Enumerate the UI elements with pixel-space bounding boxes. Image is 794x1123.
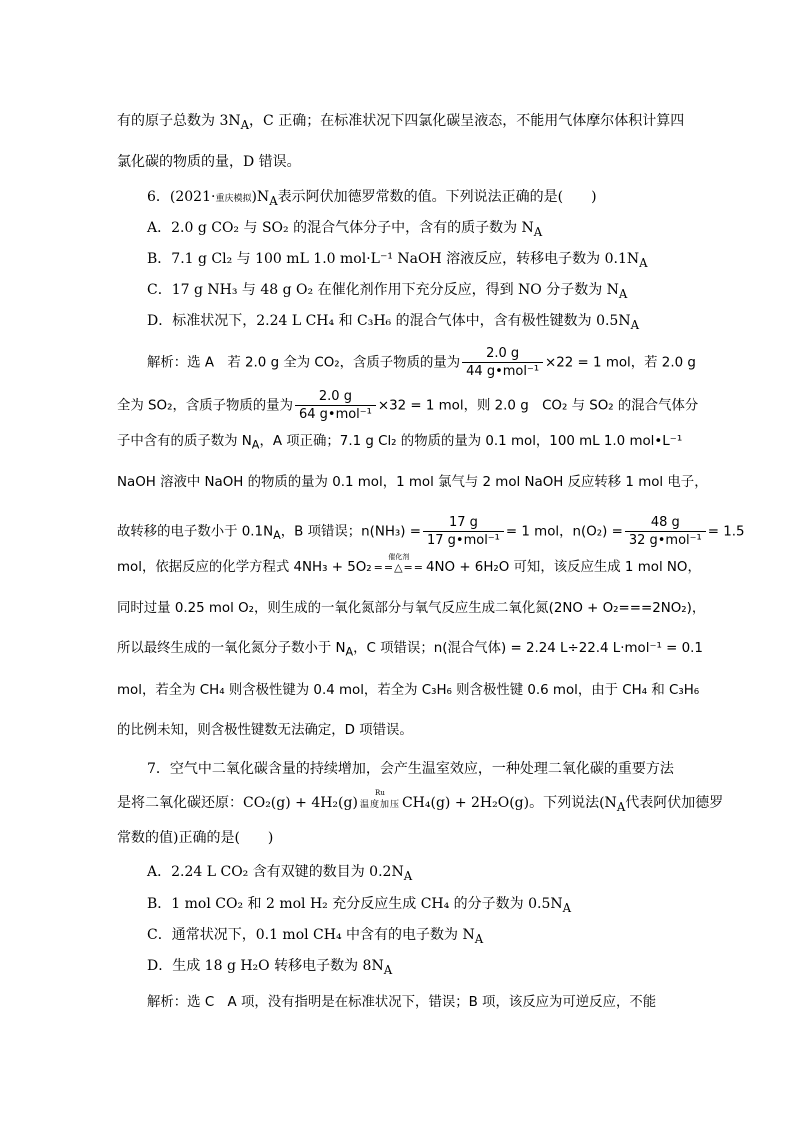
q7-option-c: C．通常状况下，0.1 mol CH₄ 中含有的电子数为 $N_A$: [147, 927, 484, 946]
text-line-2: 氯化碳的物质的量，D 错误。: [117, 154, 301, 170]
q7-option-d: D．生成 18 g H₂O 转移电子数为 $8N_A$: [147, 958, 393, 977]
fraction: $\frac{2.0 g}{\text{64 g•mol⁻¹}}$: [295, 389, 376, 422]
solution-6-line-1: 解析：选 A 若 2.0 g 全为 CO₂，含质子物质的量为 $\frac{2.0 g}{\text{44 g•mol⁻¹}}$ ×22 = 1 mol，若 2.0 g: [147, 346, 696, 379]
q6-option-b: B．7.1 g Cl₂ 与 100 mL 1.0 mol·L⁻¹ NaOH 溶液反应，转移电子数为 $0.1N_A$: [147, 251, 648, 270]
question-7-line-3: 常数的值)正确的是( ): [117, 830, 274, 846]
fraction: $\frac{2.0 g}{\text{44 g•mol⁻¹}}$: [462, 346, 543, 379]
fraction: $\frac{48 g}{\text{32 g•mol⁻¹}}$: [625, 515, 706, 548]
solution-6-line-3: 子中含有的质子数为 $N_A$，A 项正确；7.1 g Cl₂ 的物质的量为 0.1 mol，100 mL 1.0 mol•L⁻¹: [117, 434, 683, 452]
solution-6-line-8: 所以最终生成的一氧化氮分子数小于 $N_A$，C 项错误；n(混合气体) = 2.24 L÷22.4 L·mol⁻¹ = 0.1: [117, 641, 703, 659]
text-line-1: 有的原子总数为 $3N_A$，C 正确；在标准状况下四氯化碳呈液态，不能用气体摩尔体积计算四: [117, 113, 685, 132]
solution-6-line-4: NaOH 溶液中 NaOH 的物质的量为 0.1 mol，1 mol 氯气与 2 mol NaOH 反应转移 1 mol 电子，: [117, 475, 708, 490]
question-7-line-1: 7．空气中二氧化碳含量的持续增加，会产生温室效应，一种处理二氧化碳的重要方法: [147, 761, 674, 777]
q7-option-b: B．1 mol CO₂ 和 2 mol H₂ 充分反应生成 CH₄ 的分子数为 $0.5N_A$: [147, 896, 572, 915]
reaction-arrow: Ru 温度加压: [359, 789, 400, 810]
reaction-arrow: 催化剂 ==△==: [373, 553, 424, 574]
solution-6-line-2: 全为 SO₂，含质子物质的量为 $\frac{2.0 g}{\text{64 g•mol⁻¹}}$ ×32 = 1 mol，则 2.0 g CO₂ 与 SO₂ 的混合气体分: [117, 389, 699, 422]
solution-7-line-1: 解析：选 C A 项，没有指明是在标准状况下，错误；B 项，该反应为可逆反应，不能: [147, 995, 657, 1010]
question-7-line-2: 是将二氧化碳还原：CO₂(g) + 4H₂(g) Ru 温度加压 CH₄(g) + 2H₂O(g)。下列说法($N_A$代表阿伏加德罗: [117, 789, 724, 814]
solution-6-line-5: 故转移的电子数小于 $0.1N_A$，B 项错误；n(NH₃) = $\frac{17 g}{\text{17 g•mol⁻¹}}$ = 1 mol，n(O₂) = $\frac{48 g}{\text{32 g•mol⁻¹}}$ = 1.5: [117, 515, 745, 548]
q6-option-a: A．2.0 g CO₂ 与 SO₂ 的混合气体分子中，含有的质子数为 $N_A$: [147, 220, 543, 239]
solution-6-line-7: 同时过量 0.25 mol O₂，则生成的一氧化氮部分与氧气反应生成二氧化氮(2NO + O₂===2NO₂)，: [117, 601, 706, 616]
solution-6-line-10: 的比例未知，则含极性键数无法确定，D 项错误。: [117, 723, 413, 738]
q7-option-a: A．2.24 L CO₂ 含有双键的数目为 $0.2N_A$: [147, 864, 413, 883]
fraction: $\frac{17 g}{\text{17 g•mol⁻¹}}$: [423, 515, 504, 548]
solution-6-line-6: mol，依据反应的化学方程式 4NH₃ + 5O₂ 催化剂 ==△== 4NO + 6H₂O 可知，该反应生成 1 mol NO，: [117, 553, 701, 575]
solution-6-line-9: mol，若全为 CH₄ 则含极性键为 0.4 mol，若全为 C₃H₆ 则含极性键 0.6 mol，由于 CH₄ 和 C₃H₆: [117, 683, 700, 698]
q6-option-c: C．17 g NH₃ 与 48 g O₂ 在催化剂作用下充分反应，得到 NO 分子数为 $N_A$: [147, 282, 628, 301]
q6-option-d: D．标准状况下，2.24 L CH₄ 和 C₃H₆ 的混合气体中，含有极性键数为 $0.5N_A$: [147, 313, 640, 332]
question-6-stem: 6．(2021·重庆模拟)$N_A$表示阿伏加德罗常数的值。下列说法正确的是( ): [147, 189, 597, 208]
